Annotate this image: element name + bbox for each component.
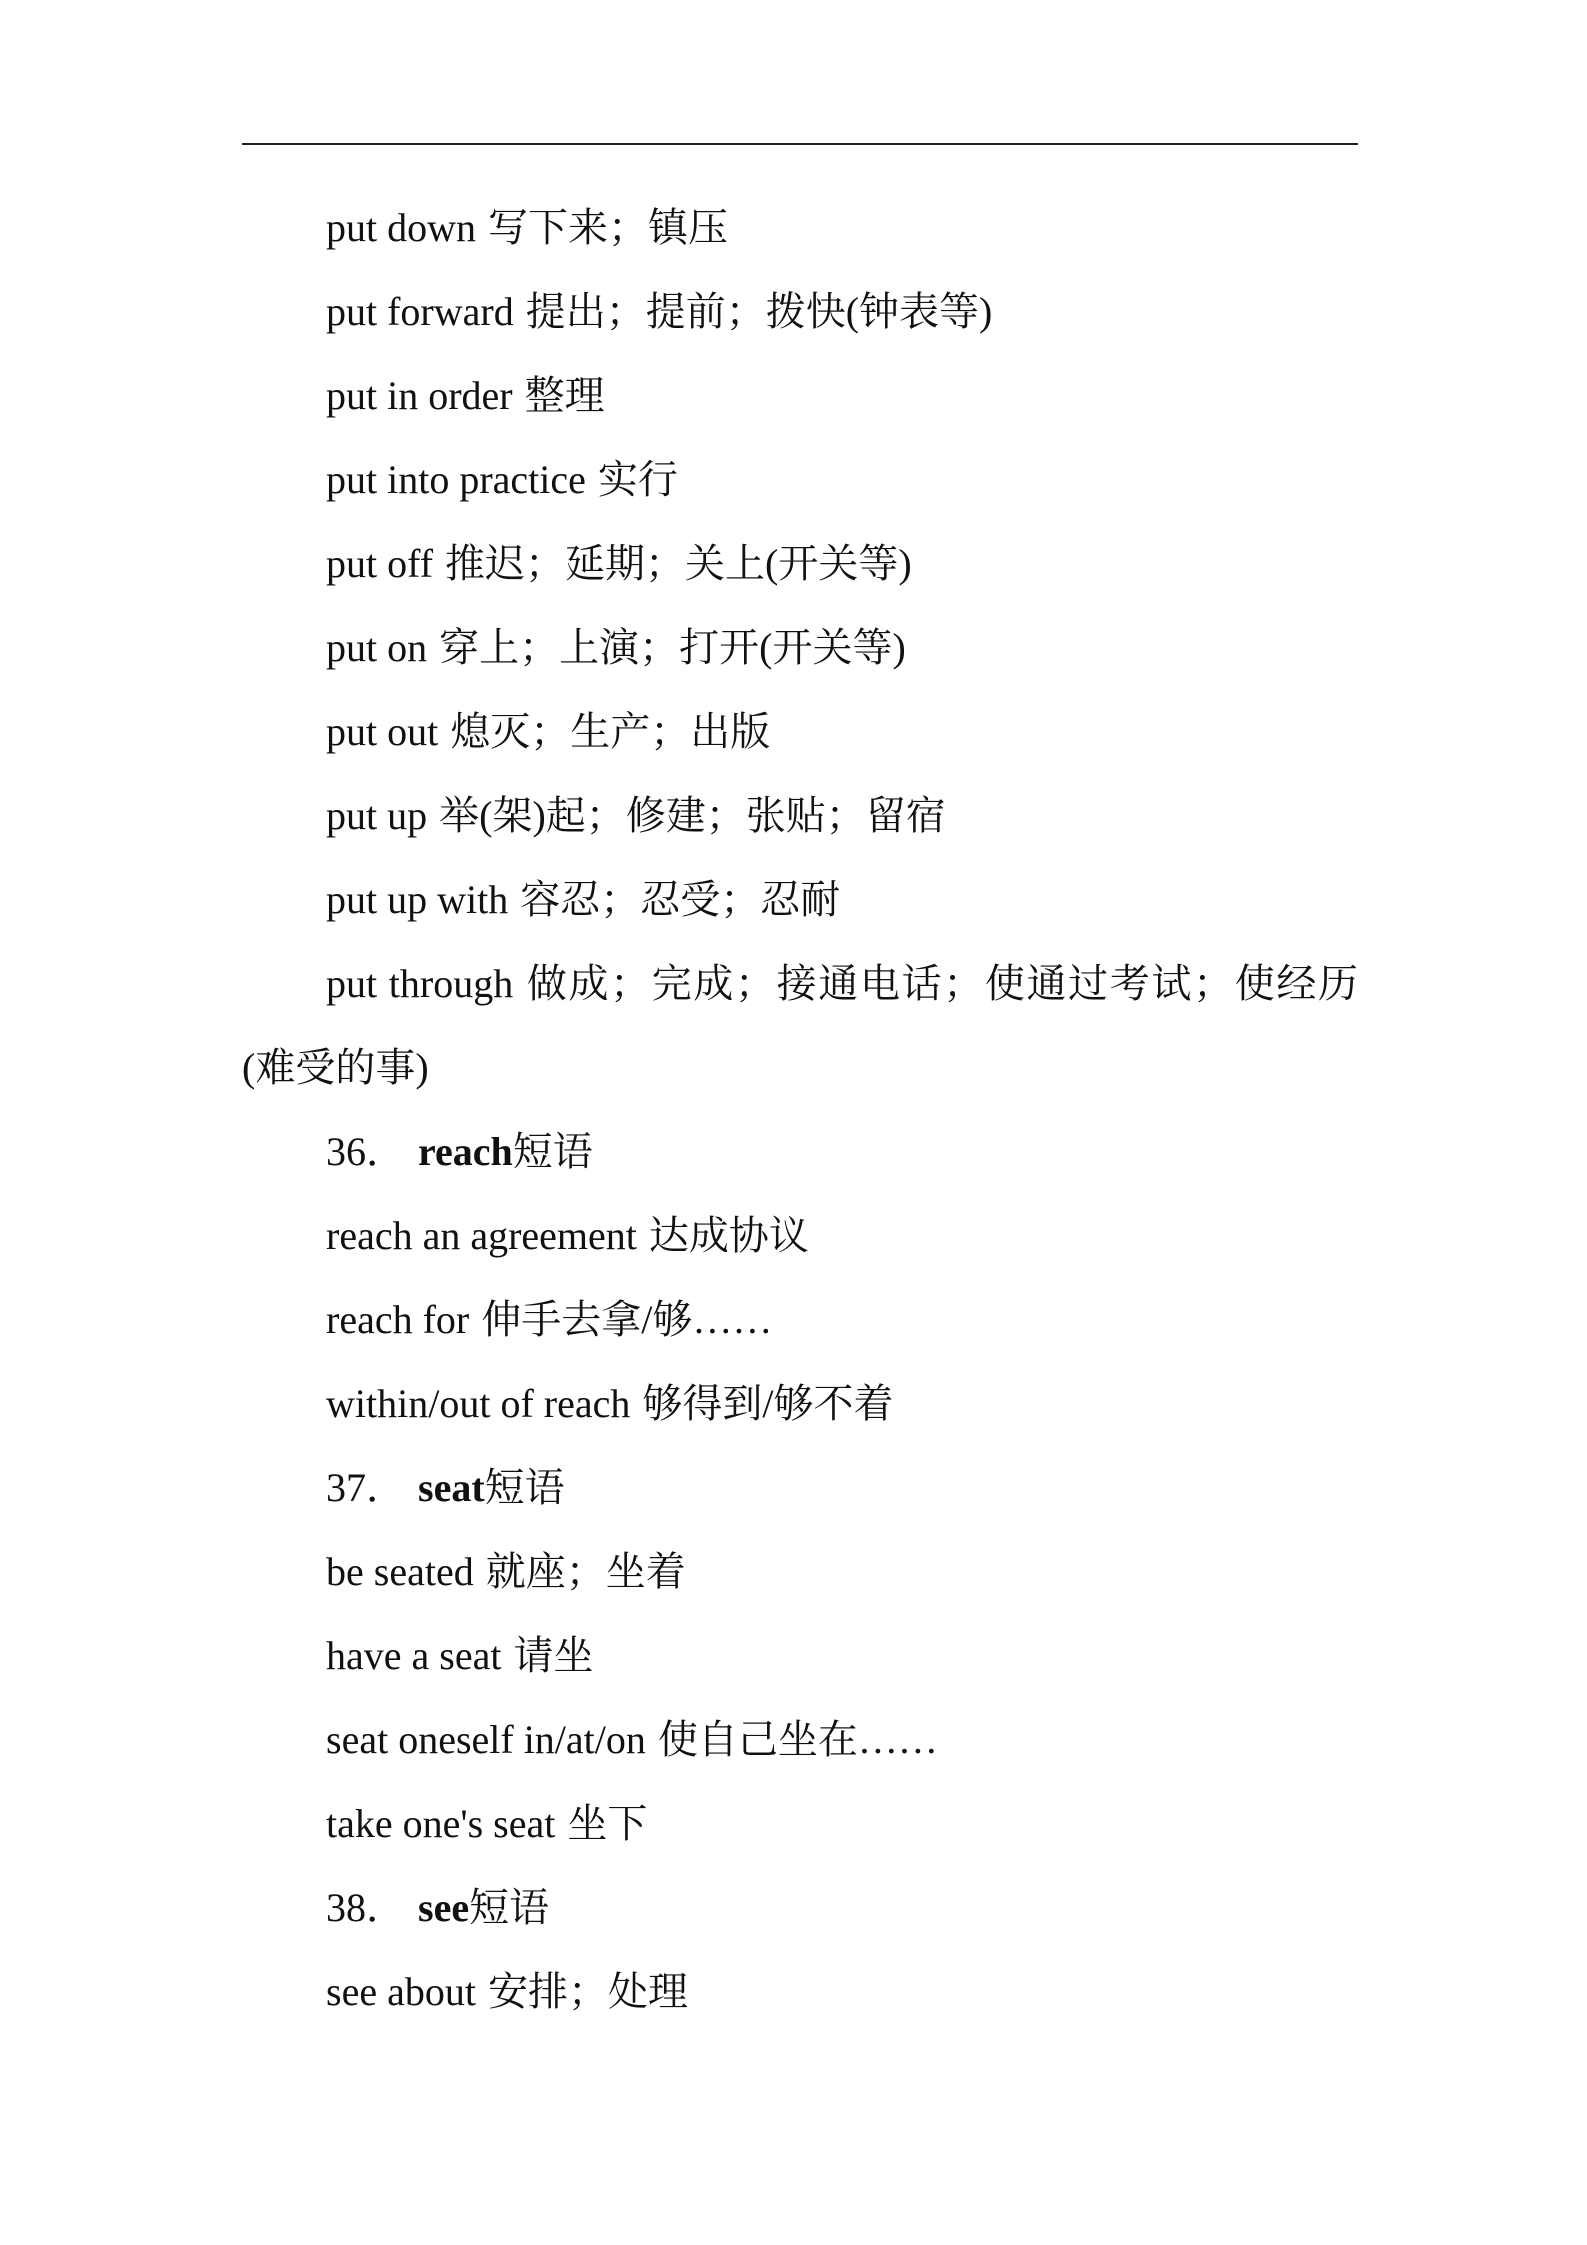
phrase-entry	[242, 1278, 1358, 1362]
phrase-term: be seated	[326, 1549, 474, 1594]
section-heading	[242, 1110, 1358, 1194]
phrase-entry	[242, 942, 1358, 1110]
phrase-entry	[242, 1698, 1358, 1782]
phrase-term: put off	[326, 541, 434, 586]
phrase-entry	[242, 522, 1358, 606]
section-keyword: reach	[418, 1129, 513, 1174]
phrase-term: take one's seat	[326, 1801, 556, 1846]
phrase-term: put out	[326, 709, 439, 754]
phrase-meaning: 做成；完成；接通电话；使通过考试；使经历(难受的事)	[242, 961, 1358, 1090]
section-label: 短语	[512, 1129, 593, 1174]
phrase-entry	[242, 1530, 1358, 1614]
phrase-entry	[242, 690, 1358, 774]
section-label: 短语	[484, 1465, 565, 1510]
phrase-term: put up with	[326, 877, 509, 922]
phrase-term: put on	[326, 625, 428, 670]
phrase-meaning: 推迟；延期；关上(开关等)	[445, 541, 912, 586]
phrase-meaning: 提出；提前；拨快(钟表等)	[525, 289, 993, 334]
phrase-entry	[242, 354, 1358, 438]
section-number: 37．	[326, 1465, 406, 1510]
phrase-meaning: 伸手去拿/够……	[481, 1297, 773, 1342]
phrase-meaning: 请坐	[513, 1633, 594, 1678]
phrase-meaning: 熄灭；生产；出版	[450, 709, 771, 754]
phrase-meaning: 坐下	[567, 1801, 648, 1846]
header-rule	[242, 143, 1358, 145]
section-keyword: seat	[418, 1465, 485, 1510]
phrase-meaning: 整理	[524, 373, 605, 418]
phrase-term: put through	[326, 961, 514, 1006]
phrase-entry	[242, 606, 1358, 690]
phrase-term: within/out of reach	[326, 1381, 631, 1426]
phrase-meaning: 举(架)起；修建；张贴；留宿	[439, 793, 946, 838]
section-label: 短语	[469, 1885, 550, 1930]
phrase-list	[242, 186, 1358, 2034]
section-number: 38．	[326, 1885, 406, 1930]
phrase-term: reach an agreement	[326, 1213, 637, 1258]
phrase-term: put up	[326, 793, 428, 838]
phrase-term: put into practice	[326, 457, 586, 502]
section-number: 36．	[326, 1129, 406, 1174]
section-heading	[242, 1446, 1358, 1530]
phrase-term: have a seat	[326, 1633, 502, 1678]
phrase-term: reach for	[326, 1297, 470, 1342]
phrase-meaning: 就座；坐着	[485, 1549, 686, 1594]
phrase-meaning: 写下来；镇压	[488, 205, 728, 250]
phrase-term: see about	[326, 1969, 476, 2014]
phrase-term: seat oneself in/at/on	[326, 1717, 646, 1762]
phrase-entry	[242, 1950, 1358, 2034]
phrase-entry	[242, 1614, 1358, 1698]
phrase-term: put down	[326, 205, 476, 250]
phrase-term: put in order	[326, 373, 513, 418]
section-keyword: see	[418, 1885, 470, 1930]
phrase-entry	[242, 1194, 1358, 1278]
phrase-meaning: 达成协议	[648, 1213, 809, 1258]
phrase-meaning: 实行	[597, 457, 678, 502]
phrase-entry	[242, 774, 1358, 858]
phrase-entry	[242, 270, 1358, 354]
phrase-meaning: 穿上；上演；打开(开关等)	[439, 625, 906, 670]
phrase-meaning: 使自己坐在……	[657, 1717, 938, 1762]
phrase-meaning: 容忍；忍受；忍耐	[520, 877, 841, 922]
phrase-meaning: 安排；处理	[487, 1969, 688, 2014]
phrase-term: put forward	[326, 289, 514, 334]
phrase-meaning: 够得到/够不着	[642, 1381, 894, 1426]
phrase-entry	[242, 186, 1358, 270]
phrase-entry	[242, 1782, 1358, 1866]
section-heading	[242, 1866, 1358, 1950]
phrase-entry	[242, 858, 1358, 942]
phrase-entry	[242, 1362, 1358, 1446]
phrase-entry	[242, 438, 1358, 522]
